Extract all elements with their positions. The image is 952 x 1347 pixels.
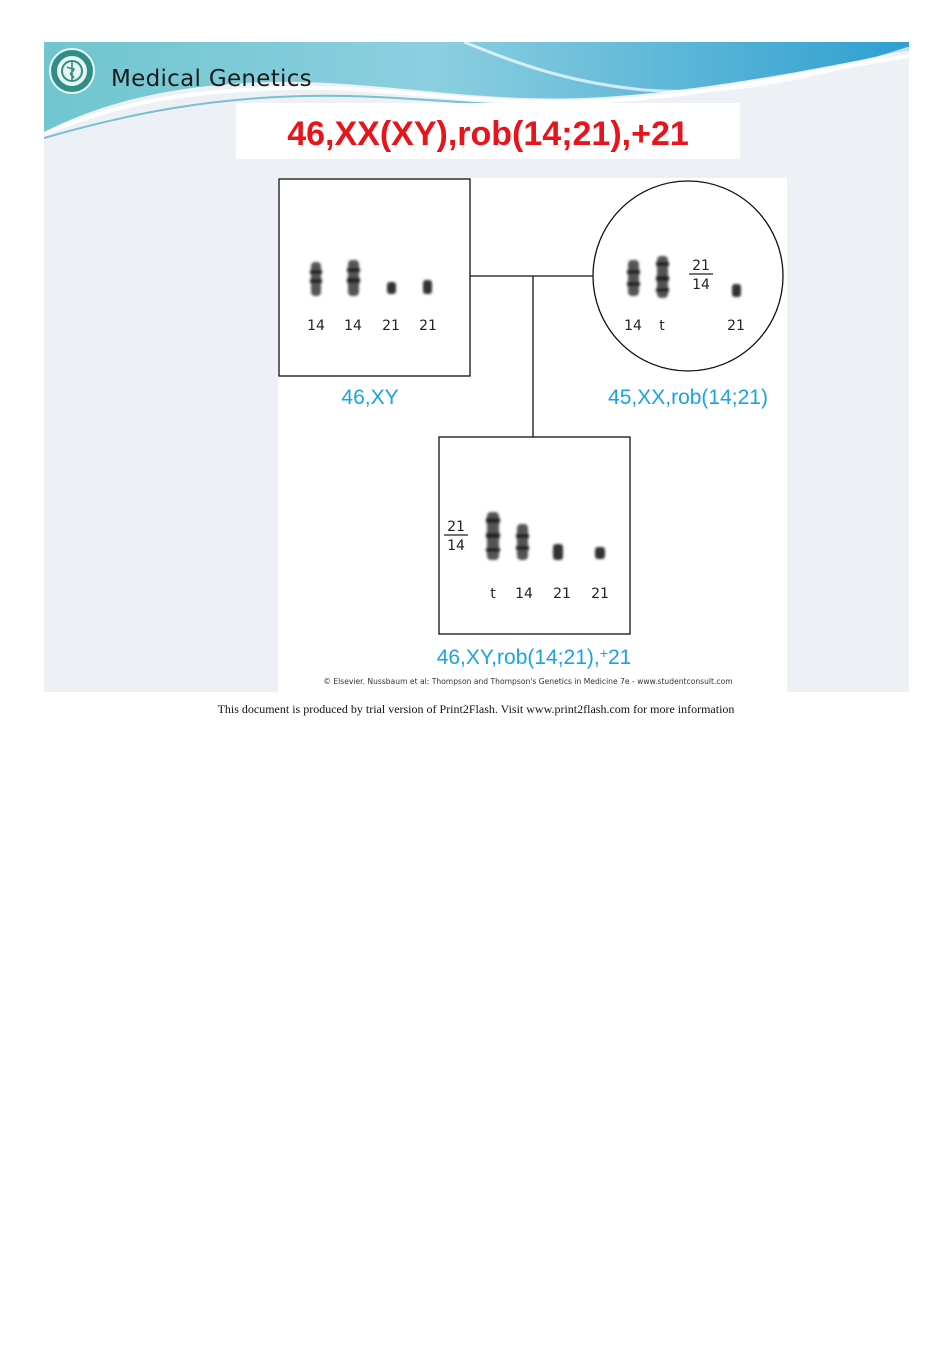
pedigree-lines [470, 276, 594, 437]
mother-karyotype: 45,XX,rob(14;21) [608, 386, 768, 409]
father-chromosome-14b [347, 260, 360, 296]
child-karyotype-suffix: 21 [607, 646, 632, 669]
figure-credit: © Elsevier. Nussbaum et al: Thompson and Thompson's Genetics in Medicine 7e - www.studentconsult.com [323, 677, 733, 686]
child-karyotype-plus: + [599, 645, 608, 661]
child-karyotype-prefix: 46,XY,rob(14;21), [436, 646, 600, 669]
mother-circle [593, 181, 783, 371]
child-karyotype [437, 645, 632, 669]
slide-title: 46,XX(XY),rob(14;21),+21 [287, 115, 689, 153]
child-chromosome-t [486, 512, 500, 560]
mother-chromosome-t [656, 256, 669, 298]
mother-chromosome-14 [627, 260, 640, 296]
trial-version-notice: This document is produced by trial version of Print2Flash. Visit www.print2flash.com for more information [217, 702, 735, 716]
university-seal-icon [49, 48, 95, 94]
course-title: Medical Genetics [111, 66, 312, 92]
father-chromosome-21a [387, 282, 396, 294]
father-chromosome-label: 14 [344, 318, 362, 334]
mother-chromosome-21 [732, 284, 741, 297]
father-box [279, 179, 470, 376]
father-chromosome-label: 14 [307, 318, 325, 334]
mother-translocation-top: 21 [692, 258, 710, 274]
slide-title-box [236, 103, 740, 159]
pedigree-figure [278, 178, 787, 692]
child-translocation-top: 21 [447, 519, 465, 535]
mother-chromosome-label: 14 [624, 318, 642, 334]
father-chromosome-label: 21 [419, 318, 437, 334]
mother-chromosome-label: t [659, 318, 665, 334]
child-box [439, 437, 630, 634]
child-translocation-bottom: 14 [447, 538, 465, 554]
child-chromosome-21a [553, 544, 563, 560]
father-chromosome-21b [423, 280, 432, 294]
child-chromosome-label: 21 [591, 586, 609, 602]
father-chromosome-14a [310, 262, 322, 296]
mother-chromosome-label: 21 [727, 318, 745, 334]
mother-translocation-bottom: 14 [692, 277, 710, 293]
child-chromosome-label: t [490, 586, 496, 602]
slide [44, 42, 909, 692]
father-chromosome-label: 21 [382, 318, 400, 334]
father-karyotype: 46,XY [341, 386, 399, 409]
child-chromosome-label: 14 [515, 586, 533, 602]
child-chromosome-21b [595, 547, 605, 559]
child-chromosome-label: 21 [553, 586, 571, 602]
child-chromosome-14 [516, 524, 529, 560]
